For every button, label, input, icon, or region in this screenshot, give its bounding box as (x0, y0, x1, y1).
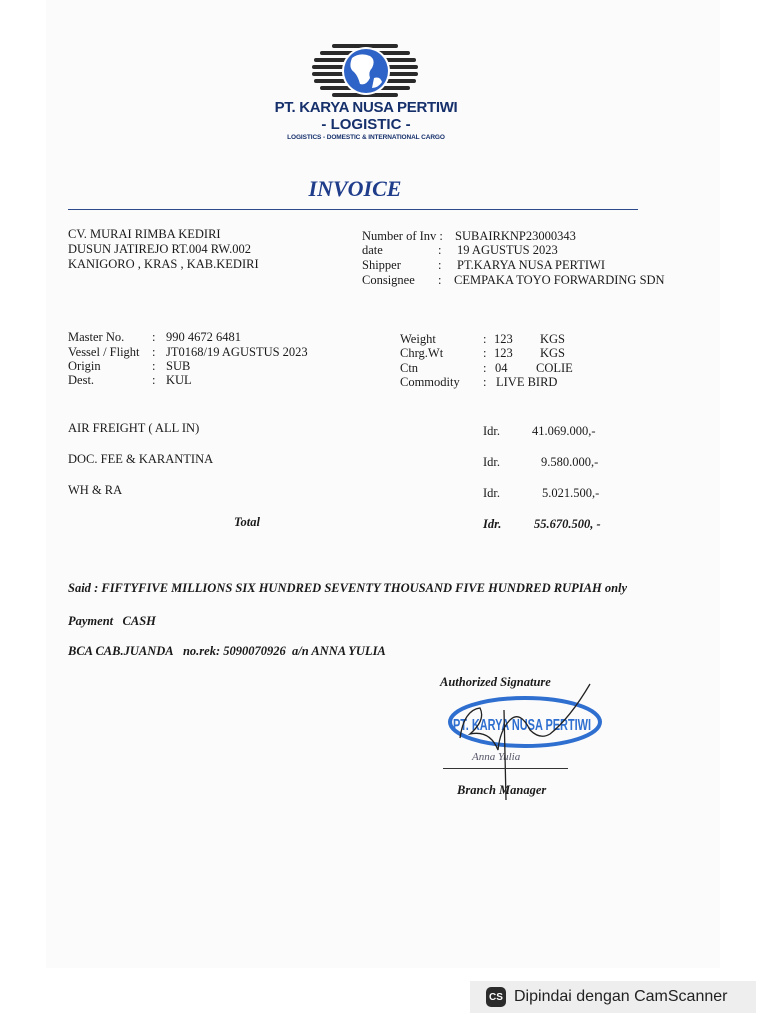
company-tagline: LOGISTICS - DOMESTIC & INTERNATIONAL CARGO (287, 134, 445, 141)
signature-title: Authorized Signature (440, 675, 551, 689)
chrg-wt-colon: : (483, 346, 487, 360)
document-page (46, 0, 720, 968)
company-subtitle: - LOGISTIC - (321, 116, 411, 133)
commodity-label: Commodity (400, 375, 460, 389)
company-logo-globe-icon (310, 42, 420, 100)
camscanner-badge (470, 981, 756, 1013)
total-amount: 55.670.500, - (534, 517, 601, 531)
chrg-wt-label: Chrg.Wt (400, 346, 444, 360)
master-no-label: Master No. (68, 330, 125, 344)
total-currency: Idr. (483, 517, 502, 531)
commodity-value: LIVE BIRD (496, 375, 558, 389)
dest-value: KUL (166, 373, 192, 387)
consignee-label: Consignee (362, 273, 415, 287)
title-divider (68, 209, 638, 210)
total-label: Total (234, 515, 260, 529)
charge-desc: AIR FREIGHT ( ALL IN) (68, 421, 200, 435)
ctn-value: 04 (495, 361, 508, 375)
invoice-number-value: SUBAIRKNP23000343 (455, 229, 576, 243)
chrg-wt-value: 123 (494, 346, 513, 360)
said-line: Said : FIFTYFIVE MILLIONS SIX HUNDRED SEVENTY THOUSAND FIVE HUNDRED RUPIAH only (68, 581, 628, 595)
chrg-wt-unit: KGS (540, 346, 566, 360)
shipper-value: PT.KARYA NUSA PERTIWI (457, 258, 605, 272)
charge-amount: 9.580.000,- (541, 455, 599, 469)
payment-line: Payment CASH (68, 614, 156, 628)
bill-to-line: DUSUN JATIREJO RT.004 RW.002 (68, 242, 251, 256)
company-stamp (440, 690, 605, 770)
consignee-colon: : (438, 273, 442, 287)
invoice-number-label: Number of Inv : (362, 229, 443, 243)
consignee-value: CEMPAKA TOYO FORWARDING SDN (454, 273, 665, 287)
ctn-label: Ctn (400, 361, 419, 375)
signer-name: Anna Yulia (472, 751, 521, 763)
weight-colon: : (483, 332, 487, 346)
date-value: 19 AGUSTUS 2023 (457, 243, 558, 257)
origin-value: SUB (166, 359, 191, 373)
master-no-colon: : (152, 330, 156, 344)
vessel-label: Vessel / Flight (68, 345, 140, 359)
origin-label: Origin (68, 359, 101, 373)
dest-colon: : (152, 373, 156, 387)
charge-desc: DOC. FEE & KARANTINA (68, 452, 214, 466)
camscanner-icon: CS (486, 987, 506, 1007)
master-no-value: 990 4672 6481 (166, 330, 241, 344)
signature-line (443, 768, 568, 769)
charge-currency: Idr. (483, 486, 501, 500)
dest-label: Dest. (68, 373, 95, 387)
camscanner-text: Dipindai dengan CamScanner (514, 988, 728, 1005)
origin-colon: : (152, 359, 156, 373)
bill-to-line: CV. MURAI RIMBA KEDIRI (68, 227, 221, 241)
vessel-value: JT0168/19 AGUSTUS 2023 (166, 345, 308, 359)
date-label: date (362, 243, 383, 257)
ctn-unit: COLIE (536, 361, 573, 375)
commodity-colon: : (483, 375, 487, 389)
date-colon: : (438, 243, 442, 257)
stamp-text: PT. KARYA NUSA PERTIWI (453, 717, 591, 734)
company-name: PT. KARYA NUSA PERTIWI (274, 99, 458, 116)
bank-line: BCA CAB.JUANDA no.rek: 5090070926 a/n ANNA YULIA (68, 644, 386, 658)
charge-amount: 5.021.500,- (542, 486, 600, 500)
signer-role: Branch Manager (457, 783, 547, 797)
invoice-title: INVOICE (308, 176, 402, 201)
charge-currency: Idr. (483, 424, 501, 438)
charge-currency: Idr. (483, 455, 501, 469)
weight-value: 123 (494, 332, 513, 346)
weight-label: Weight (400, 332, 436, 346)
vessel-colon: : (152, 345, 156, 359)
ctn-colon: : (483, 361, 487, 375)
shipper-label: Shipper (362, 258, 401, 272)
charge-desc: WH & RA (68, 483, 123, 497)
weight-unit: KGS (540, 332, 566, 346)
charge-amount: 41.069.000,- (532, 424, 596, 438)
bill-to-line: KANIGORO , KRAS , KAB.KEDIRI (68, 257, 259, 271)
shipper-colon: : (438, 258, 442, 272)
